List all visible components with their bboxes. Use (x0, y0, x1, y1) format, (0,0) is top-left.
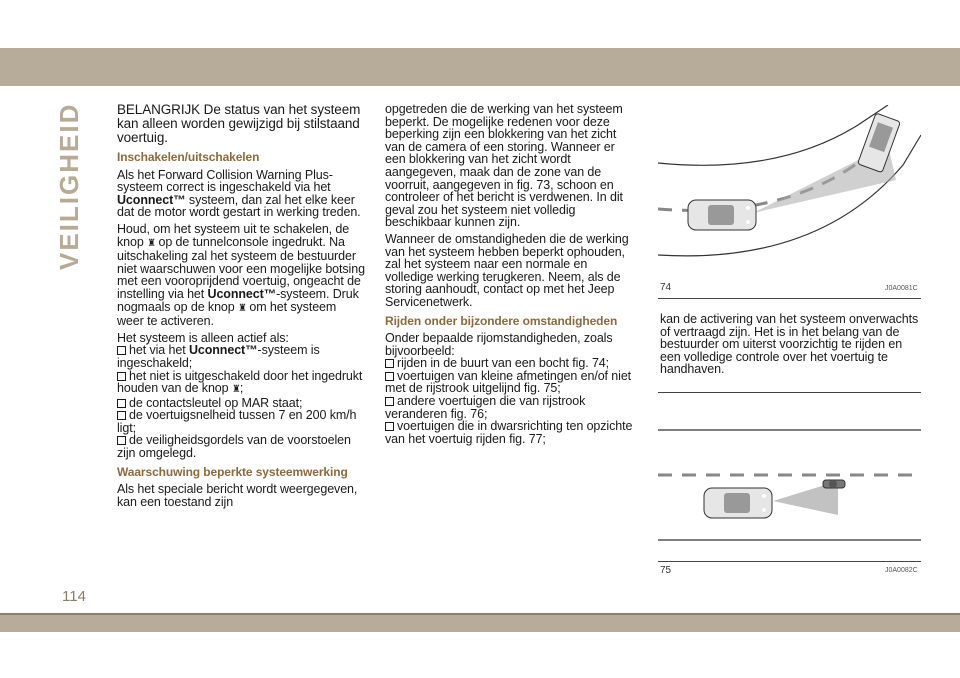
list-item (117, 344, 365, 369)
list-item (117, 409, 365, 434)
column-1 (117, 103, 365, 512)
checkbox-bullet-icon (117, 436, 126, 445)
checkbox-bullet-icon (385, 372, 394, 381)
header-stripe (0, 48, 960, 86)
header-band (0, 0, 960, 86)
text: voertuigen van kleine afmetingen en/of niet met de rijstrook uitgelijnd fig. 75; (385, 368, 632, 396)
checkbox-bullet-icon (385, 397, 394, 406)
text: het niet is uitgeschakeld door het ingedrukt houden van de knop (117, 368, 363, 396)
text: ; (239, 381, 244, 396)
column-2 (385, 103, 635, 445)
text: op de tunnelconsole ingedrukt. Na uitschakeling zal het systeem de bestuurder niet waarschuwen voor een mogelijke botsing met een vooroprijdend voertuig, ongeacht de instelling via het (117, 234, 365, 301)
checkbox-bullet-icon (117, 411, 126, 420)
figure-75-rule (658, 561, 921, 562)
section-title: VEILIGHEID (54, 102, 84, 270)
paragraph-limitation: opgetreden die de werking van het systeem beperkt. De mogelijke redenen voor deze beperking zijn een blokkering van het zicht van de camera of een storing. Wanneer er een blokkering van het zicht wordt aangegeven, maak dan de zone van de voorruit, aangegeven in fig. 73, schoon en controleer of het bericht is verdwenen. In dit geval zou het systeem niet volledig beschikbaar kunnen zijn. (385, 102, 623, 230)
heading-special-conditions: Rijden onder bijzondere omstandigheden (385, 313, 618, 328)
paragraph-recovery: Wanneer de omstandigheden die de werking van het systeem hebben beperkt ophouden, zal het systeem naar een normale en volledige werking terugkeren. Neem, als de storing aanhoudt, contact op met het Jeep Servicenetwerk. (385, 231, 629, 309)
column-3 (660, 313, 922, 380)
brand-text: Uconnect™ (117, 192, 186, 207)
text: Als het Forward Collision Warning Plus-systeem correct is ingeschakeld via het (117, 167, 333, 195)
text: -systeem. Druk nogmaals op de knop (117, 286, 359, 314)
figure-75-number: 75 (660, 565, 672, 576)
text: het via het (129, 343, 189, 358)
paragraph-warning: Als het speciale bericht wordt weergegeven, kan een toestand zijn (117, 482, 358, 509)
list-item (385, 420, 635, 445)
checkbox-bullet-icon (385, 359, 394, 368)
text: Houd, om het systeem uit te schakelen, de knop (117, 221, 350, 249)
figure-74-number: 74 (660, 282, 672, 293)
paragraph-caution: kan de activering van het systeem onverwachts of vertraagd zijn. Het is in het belang van de bestuurder om uiterst voorzichtig te rijden en een volledige controle over het voertuig te handhaven. (660, 312, 919, 377)
text: om het systeem weer te activeren. (117, 299, 337, 329)
text: de voertuigsnelheid tussen 7 en 200 km/h ligt; (117, 408, 357, 435)
checkbox-bullet-icon (117, 399, 126, 408)
list-item (385, 370, 635, 395)
text: systeem, dan zal het elke keer dat de motor wordt gestart in werking treden. (117, 192, 361, 220)
fcw-button-icon: ♜ (147, 237, 156, 249)
footer-band (0, 613, 960, 632)
brand-text: Uconnect™ (188, 343, 258, 358)
checkbox-bullet-icon (385, 422, 394, 431)
figure-74-curve-illustration (658, 105, 921, 293)
text: rijden in de buurt van een bocht fig. 74; (397, 356, 610, 371)
text: -systeem is ingeschakeld; (117, 343, 320, 370)
figure-75-code: J0A0082C (885, 567, 918, 574)
checkbox-bullet-icon (117, 372, 126, 381)
text: de veiligheidsgordels van de voorstoelen zijn omgelegd. (117, 433, 351, 461)
list-item (385, 395, 635, 420)
list-item (117, 434, 365, 459)
brand-text: Uconnect™ (207, 286, 277, 301)
checkbox-bullet-icon (117, 346, 126, 355)
list-item (117, 370, 365, 397)
text: voertuigen die in dwarsrichting ten opzichte van het voertuig rijden fig. 77; (385, 419, 633, 446)
figure-74-rule (658, 298, 921, 299)
important-note: BELANGRIJK De status van het systeem kan alleen worden gewijzigd bij stilstaand voertuig. (117, 102, 361, 145)
page-number: 114 (62, 588, 86, 605)
footer-line (0, 613, 960, 615)
figure-75-misaligned-illustration (658, 393, 921, 563)
fcw-button-icon: ♜ (231, 384, 241, 396)
paragraph-activation (117, 169, 365, 219)
curve-road-drawing (658, 105, 921, 293)
paragraph-special-intro: Onder bepaalde rijomstandigheden, zoals bijvoorbeeld: (385, 331, 613, 358)
heading-in-out: Inschakelen/uitschakelen (117, 150, 260, 164)
straight-road-drawing (658, 393, 921, 563)
paragraph-conditions: Het systeem is alleen actief als: (117, 330, 289, 345)
paragraph-deactivation (117, 223, 365, 328)
heading-warning: Waarschuwing beperkte systeemwerking (117, 464, 348, 479)
text: de contactsleutel op MAR staat; (129, 395, 303, 410)
figure-74-code: J0A0081C (885, 285, 918, 292)
text: andere voertuigen die van rijstrook veranderen fig. 76; (385, 394, 586, 421)
fcw-button-icon: ♜ (238, 302, 247, 314)
